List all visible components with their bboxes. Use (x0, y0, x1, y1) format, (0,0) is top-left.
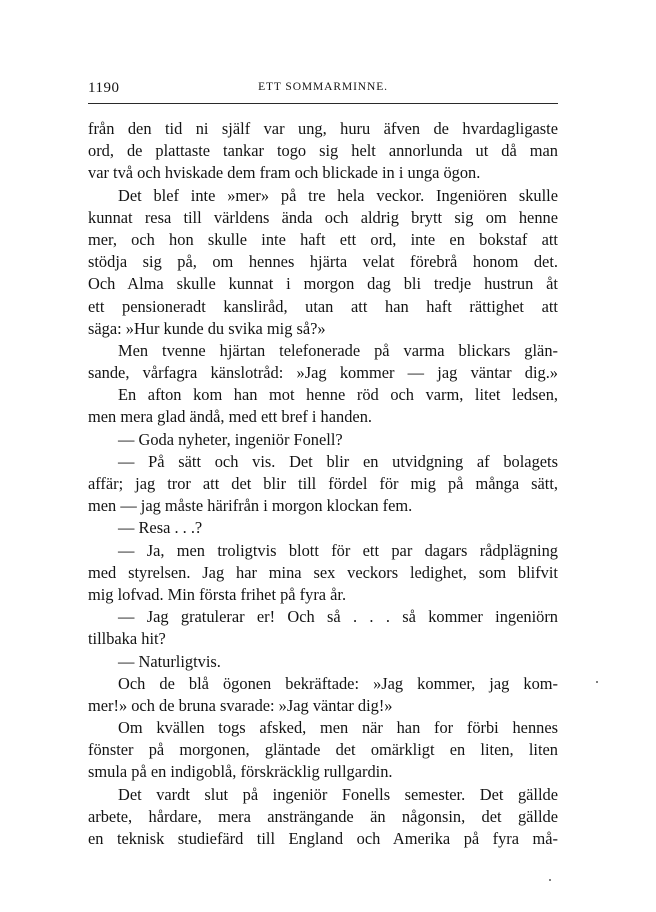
text-line: Det vardt slut på ingeniör Fonells semester. Det gällde (118, 784, 558, 804)
text-line: tillbaka hit? (88, 629, 166, 649)
text-line: men — jag måste härifrån i morgon klockan fem. (88, 496, 413, 516)
text-line: Men tvenne hjärtan telefonerade på varma blickars glän- (118, 340, 558, 360)
text-line: fönster på morgonen, gläntade det omärkligt en liten, liten (88, 740, 558, 760)
running-title: ETT SOMMARMINNE. (258, 81, 388, 93)
text-line: stödja sig på, om hennes hjärta velat förebrå honom det. (88, 252, 558, 272)
text-line: mer!» och de bruna svarade: »Jag väntar dig!» (88, 695, 393, 715)
text-line: — Jag gratulerar er! Och så . . . så kommer ingeniörn (118, 607, 558, 627)
text-line: ord, de plattaste tankar togo sig helt annorlunda ut då man (88, 141, 558, 161)
text-line: — Ja, men troligtvis blott för ett par dagars rådplägning (118, 540, 558, 560)
text-line: Det blef inte »mer» på tre hela veckor. Ingeniören skulle (118, 185, 558, 205)
text-line: mer, och hon skulle inte haft ett ord, inte en bokstaf att (88, 229, 558, 249)
text-line: med styrelsen. Jag har mina sex veckors ledighet, som blifvit (88, 562, 558, 582)
text-line: Och de blå ögonen bekräftade: »Jag kommer, jag kom- (118, 673, 558, 693)
text-line: En afton kom han mot henne röd och varm, litet ledsen, (118, 385, 558, 405)
text-line: Om kvällen togs afsked, men när han for förbi hennes (118, 718, 558, 738)
text-line: ett pensioneradt kansliråd, utan att han haft rättighet att (88, 296, 558, 316)
print-speck (596, 681, 598, 683)
text-line: — Resa . . .? (118, 518, 203, 538)
text-line: affär; jag tror att det blir till fördel för mig på många sätt, (88, 474, 558, 493)
text-line: Och Alma skulle kunnat i morgon dag bli tredje hustrun åt (88, 274, 558, 294)
text-line: men mera glad ändå, med ett bref i handen. (88, 407, 372, 427)
text-line: arbete, hårdare, mera ansträngande än någonsin, det gällde (88, 806, 558, 826)
text-line: — Naturligtvis. (118, 651, 221, 671)
body-text (88, 118, 558, 850)
text-line: — Goda nyheter, ingeniör Fonell? (118, 429, 343, 449)
page-number: 1190 (88, 80, 120, 96)
text-line: säga: »Hur kunde du svika mig så?» (88, 318, 326, 338)
text-line: en teknisk studiefärd till England och Amerika på fyra må- (88, 829, 558, 848)
print-speck (549, 879, 551, 881)
text-line: kunnat resa till världens ända och aldrig brytt sig om henne (88, 207, 558, 227)
text-line: mig lofvad. Min första frihet på fyra år. (88, 584, 347, 604)
page-header (88, 80, 558, 100)
text-line: — På sätt och vis. Det blir en utvidgning af bolagets (118, 451, 558, 471)
text-line: sande, vårfagra känslotråd: »Jag kommer — jag väntar dig.» (88, 363, 558, 383)
text-line: var två och hviskade dem fram och blickade in i unga ögon. (88, 163, 481, 183)
text-line: från den tid ni själf var ung, huru äfven de hvardagligaste (88, 119, 558, 138)
text-line: smula på en indigoblå, förskräcklig rullgardin. (88, 762, 393, 782)
header-rule (88, 103, 558, 104)
